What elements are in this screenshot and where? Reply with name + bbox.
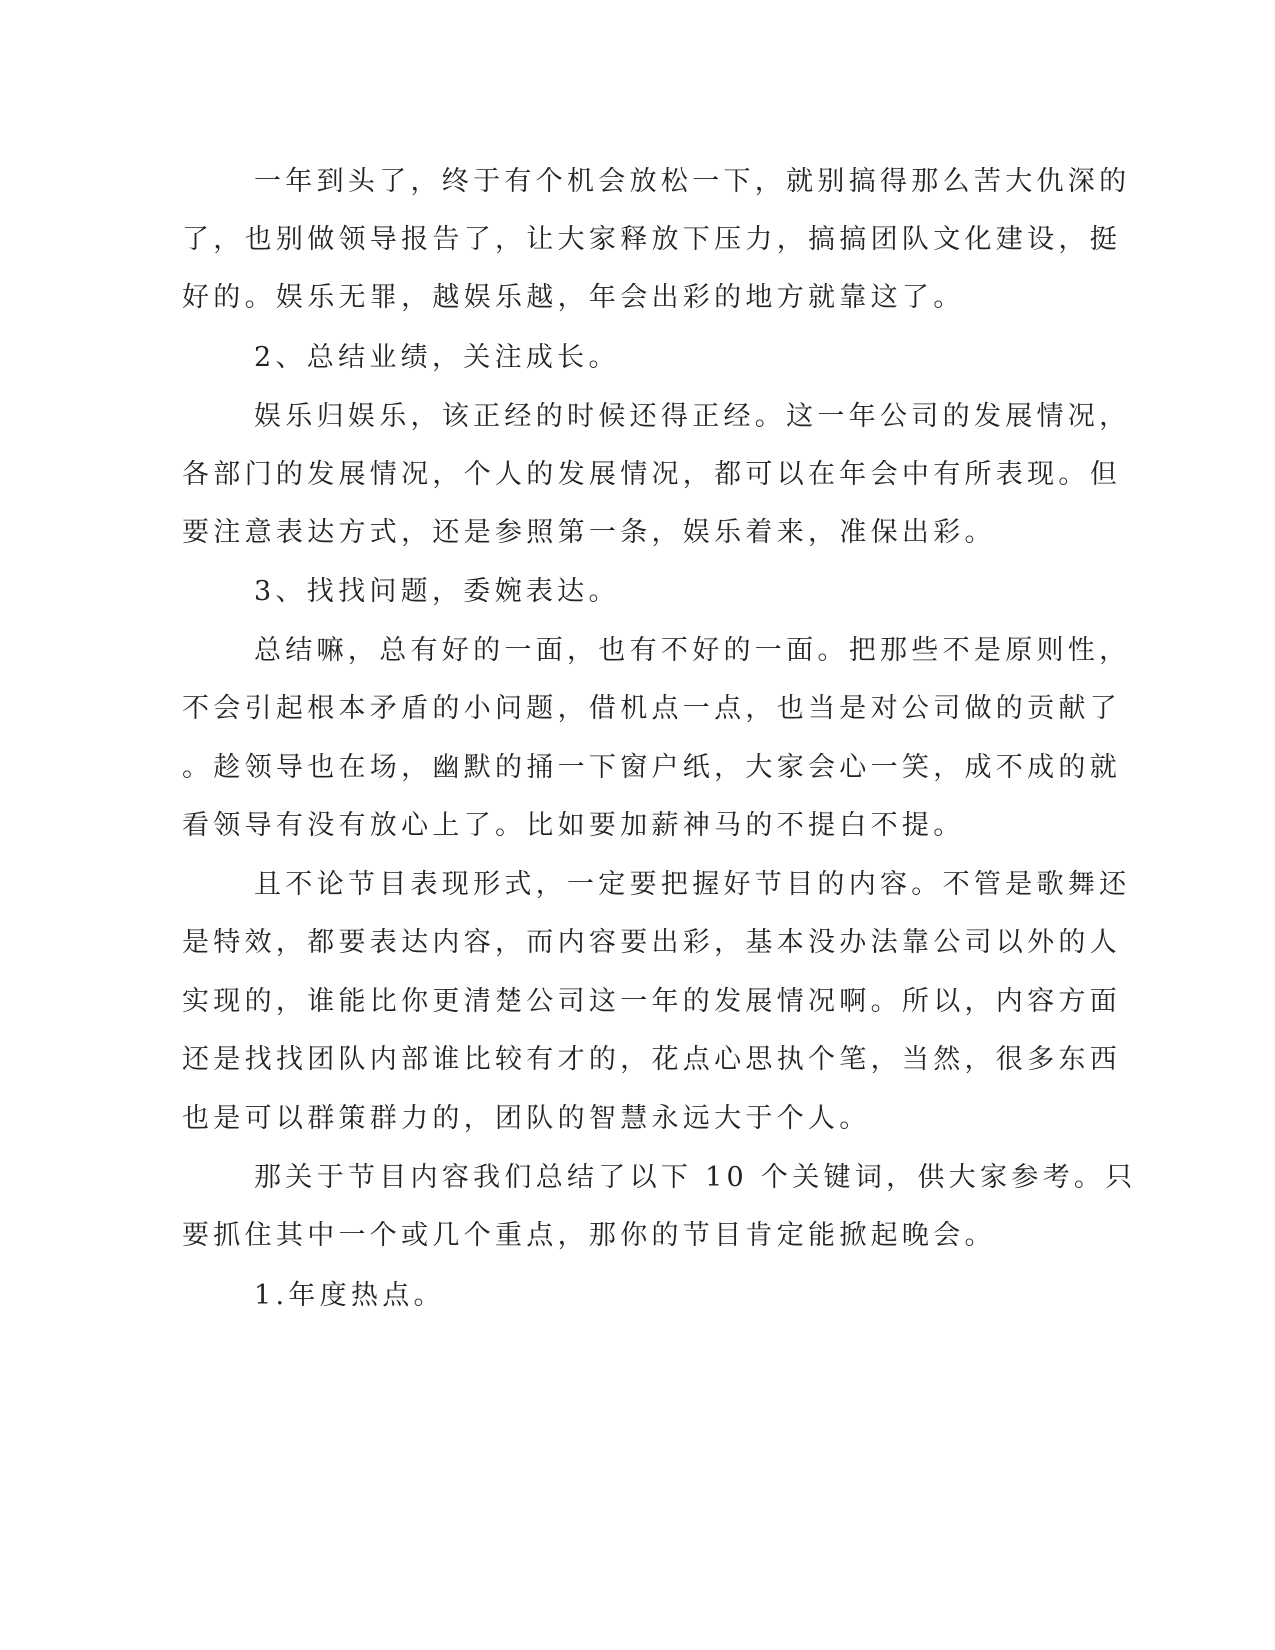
section-heading-2: 2、总结业绩，关注成长。 (254, 342, 620, 373)
list-item-heading-1: 1.年度热点。 (254, 1280, 445, 1311)
paragraph-1-line-2: 了，也别做领导报告了，让大家释放下压力，搞搞团队文化建设，挺 (182, 224, 1121, 255)
paragraph-4-line-2: 是特效，都要表达内容，而内容要出彩，基本没办法靠公司以外的人 (182, 927, 1121, 958)
paragraph-2-line-1: 娱乐归娱乐，该正经的时候还得正经。这一年公司的发展情况， (254, 401, 1131, 432)
paragraph-3-line-3: 。趁领导也在场，幽默的捅一下窗户纸，大家会心一笑，成不成的就 (182, 752, 1121, 783)
paragraph-5-line-1: 那关于节目内容我们总结了以下 10 个关键词，供大家参考。只 (254, 1162, 1137, 1193)
paragraph-4-line-5: 也是可以群策群力的，团队的智慧永远大于个人。 (182, 1103, 871, 1134)
paragraph-3-line-1: 总结嘛，总有好的一面，也有不好的一面。把那些不是原则性， (254, 635, 1131, 666)
paragraph-4-line-3: 实现的，谁能比你更清楚公司这一年的发展情况啊。所以，内容方面 (182, 986, 1121, 1017)
paragraph-1-line-1: 一年到头了，终于有个机会放松一下，就别搞得那么苦大仇深的 (254, 166, 1131, 197)
paragraph-2-line-3: 要注意表达方式，还是参照第一条，娱乐着来，准保出彩。 (182, 517, 996, 548)
paragraph-1-line-3: 好的。娱乐无罪，越娱乐越，年会出彩的地方就靠这了。 (182, 282, 965, 313)
section-heading-3: 3、找找问题，委婉表达。 (254, 576, 620, 607)
paragraph-3-line-2: 不会引起根本矛盾的小问题，借机点一点，也当是对公司做的贡献了 (182, 693, 1121, 724)
paragraph-3-line-4: 看领导有没有放心上了。比如要加薪神马的不提白不提。 (182, 810, 965, 841)
paragraph-2-line-2: 各部门的发展情况，个人的发展情况，都可以在年会中有所表现。但 (182, 459, 1121, 490)
paragraph-4-line-4: 还是找找团队内部谁比较有才的，花点心思执个笔，当然，很多东西 (182, 1044, 1121, 1075)
paragraph-5-line-2: 要抓住其中一个或几个重点，那你的节目肯定能掀起晚会。 (182, 1220, 996, 1251)
paragraph-4-line-1: 且不论节目表现形式，一定要把握好节目的内容。不管是歌舞还 (254, 869, 1131, 900)
